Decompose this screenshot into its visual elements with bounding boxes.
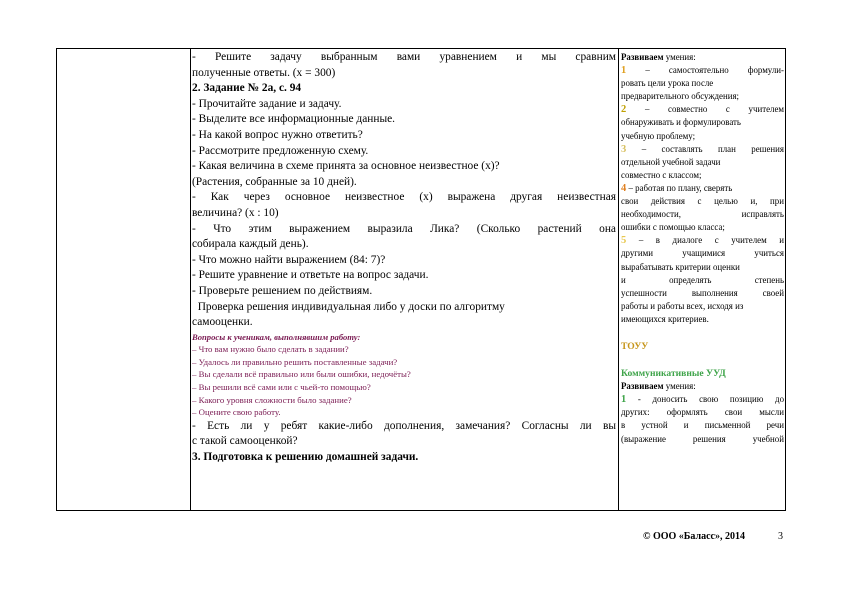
task-heading: 3. Подготовка к решению домашней задачи. bbox=[192, 451, 419, 464]
skill-number: 3 bbox=[621, 143, 627, 155]
text-line: - Решите уравнение и ответьте на вопрос задачи. bbox=[192, 269, 429, 282]
text-line: - На какой вопрос нужно ответить? bbox=[192, 128, 363, 141]
communicative-heading: Коммуникативные УУД bbox=[621, 368, 726, 380]
develop-skills-heading bbox=[621, 380, 784, 393]
text-line: - Проверьте решением по действиям. bbox=[192, 284, 373, 297]
skill-text: и определять степень bbox=[621, 274, 784, 285]
text-line: самооценки. bbox=[192, 316, 253, 329]
teacher-activity-column bbox=[192, 50, 616, 466]
skill-text: совместно с классом; bbox=[621, 169, 702, 180]
skill-number: 1 bbox=[621, 394, 627, 406]
text-line: - Какая величина в схеме принята за основное неизвестное (х)? bbox=[192, 160, 500, 173]
skill-text: ошибки с помощью класса; bbox=[621, 222, 725, 233]
text-line: - Есть ли у ребят какие-либо дополнения, замечания? Согласны ли вы bbox=[192, 419, 616, 432]
question-item: – Удалось ли правильно решить поставленные задачи? bbox=[192, 356, 398, 367]
skill-text: учебную проблему; bbox=[621, 130, 696, 141]
question-item: – Что вам нужно было сделать в задании? bbox=[192, 344, 349, 355]
develop-skills-heading bbox=[621, 51, 784, 64]
skill-number: 1 bbox=[621, 65, 627, 77]
skill-text: (выражение решения учебной bbox=[621, 433, 784, 444]
text-line: величина? (х : 10) bbox=[192, 206, 279, 219]
skill-text: вырабатывать критерии оценки bbox=[621, 261, 740, 272]
task-heading: 2. Задание № 2а, с. 94 bbox=[192, 82, 302, 95]
skill-text: - доносить свою позицию до bbox=[637, 394, 784, 405]
develop-suffix: умения: bbox=[663, 52, 696, 62]
text-line: полученные ответы. (х = 300) bbox=[192, 66, 336, 79]
skill-text: – составлять план решения bbox=[641, 143, 784, 154]
text-line: - Выделите все информационные данные. bbox=[192, 113, 396, 126]
page-number: 3 bbox=[778, 531, 783, 542]
toyy-heading: ТОУУ bbox=[621, 340, 649, 352]
skill-number: 5 bbox=[621, 235, 627, 247]
question-item: – Вы сделали всё правильно или были ошибки, недочёты? bbox=[192, 369, 411, 380]
skill-text: – совместно с учителем bbox=[644, 104, 784, 115]
skill-number: 4 bbox=[621, 182, 627, 194]
skill-item-2 bbox=[621, 103, 784, 116]
questions-title: Вопросы к ученикам, выполнявшим работу: bbox=[192, 331, 361, 342]
skill-text: – в диалоге с учителем и bbox=[638, 235, 784, 246]
skill-text: обнаруживать и формулировать bbox=[621, 117, 741, 128]
question-item: – Оцените свою работу. bbox=[192, 407, 281, 418]
text-line: (Растения, собранные за 10 дней). bbox=[192, 175, 357, 188]
skill-text: работы и работы всех, исходя из bbox=[621, 300, 744, 311]
column-divider bbox=[618, 49, 619, 510]
text-line: - Решите задачу выбранным вами уравнением и мы сравним bbox=[192, 51, 616, 63]
skill-item-1 bbox=[621, 64, 784, 77]
skills-column bbox=[621, 51, 784, 446]
skill-text: имеющихся критериев. bbox=[621, 313, 709, 324]
text-line: - Рассмотрите предложенную схему. bbox=[192, 144, 369, 157]
develop-suffix: умения: bbox=[663, 381, 696, 392]
text-line: - Прочитайте задание и задачу. bbox=[192, 97, 342, 110]
skill-text: предварительного обсуждения; bbox=[621, 91, 740, 102]
skill-text: успешности выполнения своей bbox=[621, 287, 784, 298]
skill-text: – работая по плану, сверять bbox=[628, 182, 733, 193]
skill-number: 2 bbox=[621, 104, 627, 116]
skill-text: в устной и письменной речи bbox=[621, 420, 784, 431]
skill-text: необходимости, исправлять bbox=[621, 209, 784, 220]
copyright-footer: © ООО «Баласс», 2014 bbox=[643, 531, 745, 542]
skill-text: ровать цели урока после bbox=[621, 78, 714, 89]
skill-text: отдельной учебной задачи bbox=[621, 156, 721, 167]
skill-item-4 bbox=[621, 182, 784, 195]
develop-label: Развиваем bbox=[621, 52, 664, 62]
skill-item-5 bbox=[621, 234, 784, 247]
text-line: с такой самооценкой? bbox=[192, 435, 298, 448]
develop-label: Развиваем bbox=[621, 381, 664, 392]
skill-item-3 bbox=[621, 143, 784, 156]
text-line: Проверка решения индивидуальная либо у доски по алгоритму bbox=[192, 300, 505, 313]
text-line: - Что этим выражением выразила Лика? (Сколько растений она bbox=[192, 222, 616, 235]
comm-item-1 bbox=[621, 393, 784, 406]
text-line: собирала каждый день). bbox=[192, 238, 309, 251]
text-line: - Что можно найти выражением (84: 7)? bbox=[192, 253, 386, 266]
column-divider bbox=[190, 49, 191, 510]
skill-text: – самостоятельно формули- bbox=[645, 65, 784, 76]
lesson-table bbox=[56, 48, 786, 511]
question-item: – Вы решили всё сами или с чьей-то помощью? bbox=[192, 382, 371, 393]
skill-text: свои действия с целью и, при bbox=[621, 196, 784, 207]
skill-text: другими учащимися учиться bbox=[621, 248, 784, 259]
question-item: – Какого уровня сложности было задание? bbox=[192, 394, 352, 405]
skill-text: других: оформлять свои мысли bbox=[621, 407, 784, 418]
text-line: - Как через основное неизвестное (х) выражена другая неизвестная bbox=[192, 191, 616, 204]
